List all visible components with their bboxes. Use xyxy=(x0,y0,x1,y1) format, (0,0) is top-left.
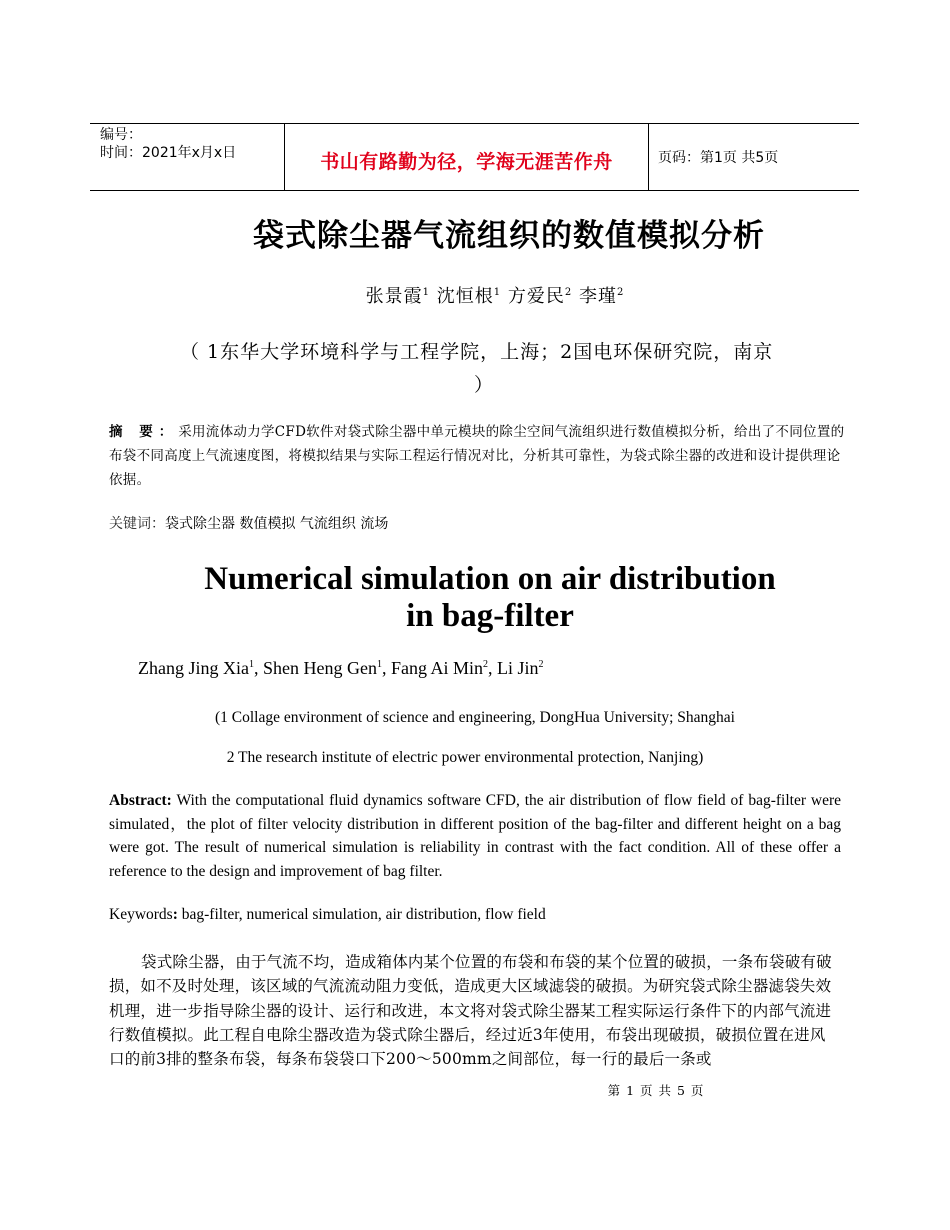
en-affiliation-line1: (1 Collage environment of science and engineering, DongHua University; Shanghai xyxy=(215,709,735,726)
cn-title: 袋式除尘器气流组织的数值模拟分析 xyxy=(253,218,765,254)
cn-author: 沈恒根$^1$ xyxy=(436,286,502,307)
cn-abstract-label: 摘 要： xyxy=(109,424,179,440)
body-paragraph-text: 袋式除尘器，由于气流不均，造成箱体内某个位置的布袋和布袋的某个位置的破损，一条布袋破有破损，如不及时处理，该区域的气流流动阻力变低，造成更大区域滤袋的破损。为研究袋式除尘器滤袋失效机理，进一步指导除尘器的设计、运行和改进，本文将对袋式除尘器某工程实际运行条件下的内部气流进行数值模拟。此工程自电除尘器改造为袋式除尘器后，经过近3年使用，布袋出现破损，破损位置在进风口的前3排的整条布袋，每条布袋袋口下200～500mm之间部位，每一行的最后一条或 xyxy=(109,953,832,1069)
cn-author: 李瑾$^2$ xyxy=(578,286,625,307)
en-keywords-label: Keywords xyxy=(109,906,173,923)
cn-keywords-text: 袋式除尘器 数值模拟 气流组织 流场 xyxy=(165,516,389,532)
en-abstract-text: With the computational fluid dynamics software CFD, the air distribution of flow field of bag-filter were simulated，the plot of filter velocity distribution in different position of the bag-filter and different height on a bag were got. The result of numerical simulation is reliability in contrast with the fact condition. All of these offer a reference to the design and improvement of bag filter. xyxy=(109,792,841,880)
en-title xyxy=(0,561,950,635)
cn-affiliation-line1: （ 1东华大学环境科学与工程学院，上海；2国电环保研究院，南京 xyxy=(180,341,774,363)
en-affiliation-line2: 2 The research institute of electric power environmental protection, Nanjing) xyxy=(226,749,704,766)
page-footer: 第 1 页 共 5 页 xyxy=(607,1083,705,1098)
en-abstract xyxy=(109,789,841,883)
en-author: Zhang Jing Xia$^1$, xyxy=(138,658,263,678)
en-keywords-colon: : xyxy=(172,906,178,923)
en-keywords xyxy=(109,906,546,924)
header-page-label: 页码：第1页 共5页 xyxy=(658,150,779,166)
en-title-line2: in bag-filter xyxy=(406,598,574,634)
body-paragraph xyxy=(109,950,841,1071)
header-motto-cell xyxy=(285,124,649,190)
en-keywords-text: bag-filter, numerical simulation, air distribution, flow field xyxy=(177,906,546,923)
en-author: Li Jin$^2$ xyxy=(496,658,544,678)
cn-author: 方爱民$^2$ xyxy=(507,286,573,307)
header-motto: 书山有路勤为径，学海无涯苦作舟 xyxy=(320,150,613,173)
cn-authors xyxy=(0,282,950,308)
en-abstract-label: Abstract: xyxy=(109,792,172,809)
cn-keywords xyxy=(109,513,388,533)
en-authors xyxy=(138,658,544,679)
document-time-label: 时间：2021年x月x日 xyxy=(100,145,237,161)
en-title-line1: Numerical simulation on air distribution xyxy=(204,561,776,597)
header-meta-cell xyxy=(90,124,285,190)
cn-keywords-label: 关键词： xyxy=(109,516,165,532)
header-table xyxy=(90,123,859,191)
cn-abstract xyxy=(109,420,849,492)
cn-abstract-text: 采用流体动力学CFD软件对袋式除尘器中单元模块的除尘空间气流组织进行数值模拟分析，给出了不同位置的布袋不同高度上气流速度图，将模拟结果与实际工程运行情况对比，分析其可靠性，为袋式除尘器的改进和设计提供理论依据。 xyxy=(109,424,845,488)
document-number-label: 编号： xyxy=(100,127,142,143)
header-page-cell xyxy=(649,124,859,190)
cn-author: 张景霞$^1$ xyxy=(365,286,431,307)
en-author: Shen Heng Gen$^1$, xyxy=(262,658,391,678)
cn-affiliation-line2: ） xyxy=(474,374,494,396)
en-author: Fang Ai Min$^2$, xyxy=(390,658,497,678)
